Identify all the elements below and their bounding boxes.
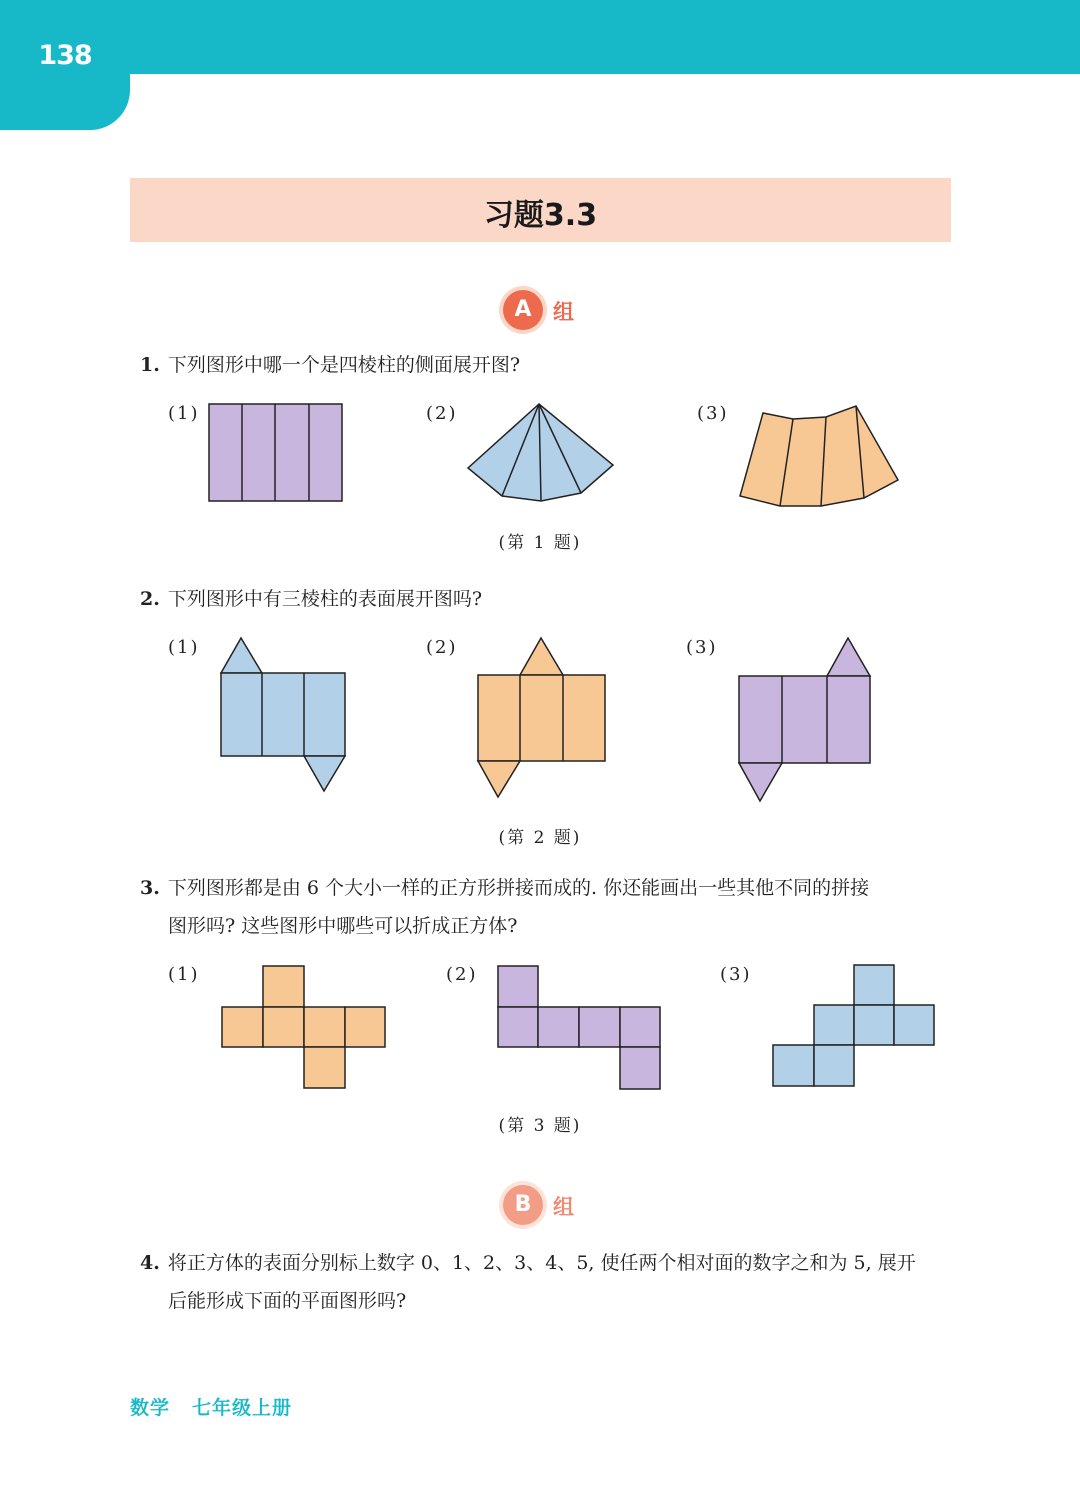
group-b-heading: [0, 1185, 1080, 1231]
figure-label: (3): [720, 964, 752, 985]
page-title: 习题3.3: [483, 198, 598, 233]
group-b-label: 组: [553, 1195, 574, 1219]
figure-label: (2): [426, 403, 458, 424]
figure-label: (3): [697, 403, 729, 424]
q3-figure-2-net: [498, 966, 660, 1089]
figure-label: (2): [446, 964, 478, 985]
group-a-badge: A: [503, 290, 543, 330]
footer-subject: 数学: [130, 1397, 171, 1419]
question-number: 3.: [140, 877, 160, 899]
figure-label: (1): [168, 403, 200, 424]
figure-caption: (第 1 题): [498, 533, 582, 553]
question-text-line-1: 下列图形都是由 6 个大小一样的正方形拼接而成的. 你还能画出一些其他不同的拼接: [167, 877, 870, 899]
question-number: 1.: [140, 354, 160, 376]
q3-figure-3-net: [773, 965, 934, 1086]
footer: [130, 1393, 292, 1420]
question-text-line-1: 将正方体的表面分别标上数字 0、1、2、3、4、5, 使任两个相对面的数字之和为 5, 展开: [167, 1252, 916, 1274]
question-number: 2.: [140, 588, 160, 610]
figure-label: (2): [426, 637, 458, 658]
figure-label: (3): [686, 637, 718, 658]
question-text-line-2: 图形吗? 这些图形中哪些可以折成正方体?: [168, 915, 518, 937]
question-text: 下列图形中哪一个是四棱柱的侧面展开图?: [167, 354, 521, 376]
question-text-line-2: 后能形成下面的平面图形吗?: [168, 1290, 407, 1312]
figure-caption: (第 2 题): [498, 828, 582, 848]
figure-caption: (第 3 题): [498, 1116, 582, 1136]
page-number: 138: [38, 40, 92, 71]
figure-label: (1): [168, 637, 200, 658]
group-b-badge: B: [503, 1185, 543, 1225]
group-a-label: 组: [553, 300, 574, 324]
question-number: 4.: [140, 1252, 160, 1274]
question-text: 下列图形中有三棱柱的表面展开图吗?: [167, 588, 483, 610]
q3-figure-1-net: [222, 966, 385, 1088]
question-4: [140, 1244, 955, 1320]
figure-label: (1): [168, 964, 200, 985]
footer-book: 七年级上册: [192, 1397, 293, 1419]
